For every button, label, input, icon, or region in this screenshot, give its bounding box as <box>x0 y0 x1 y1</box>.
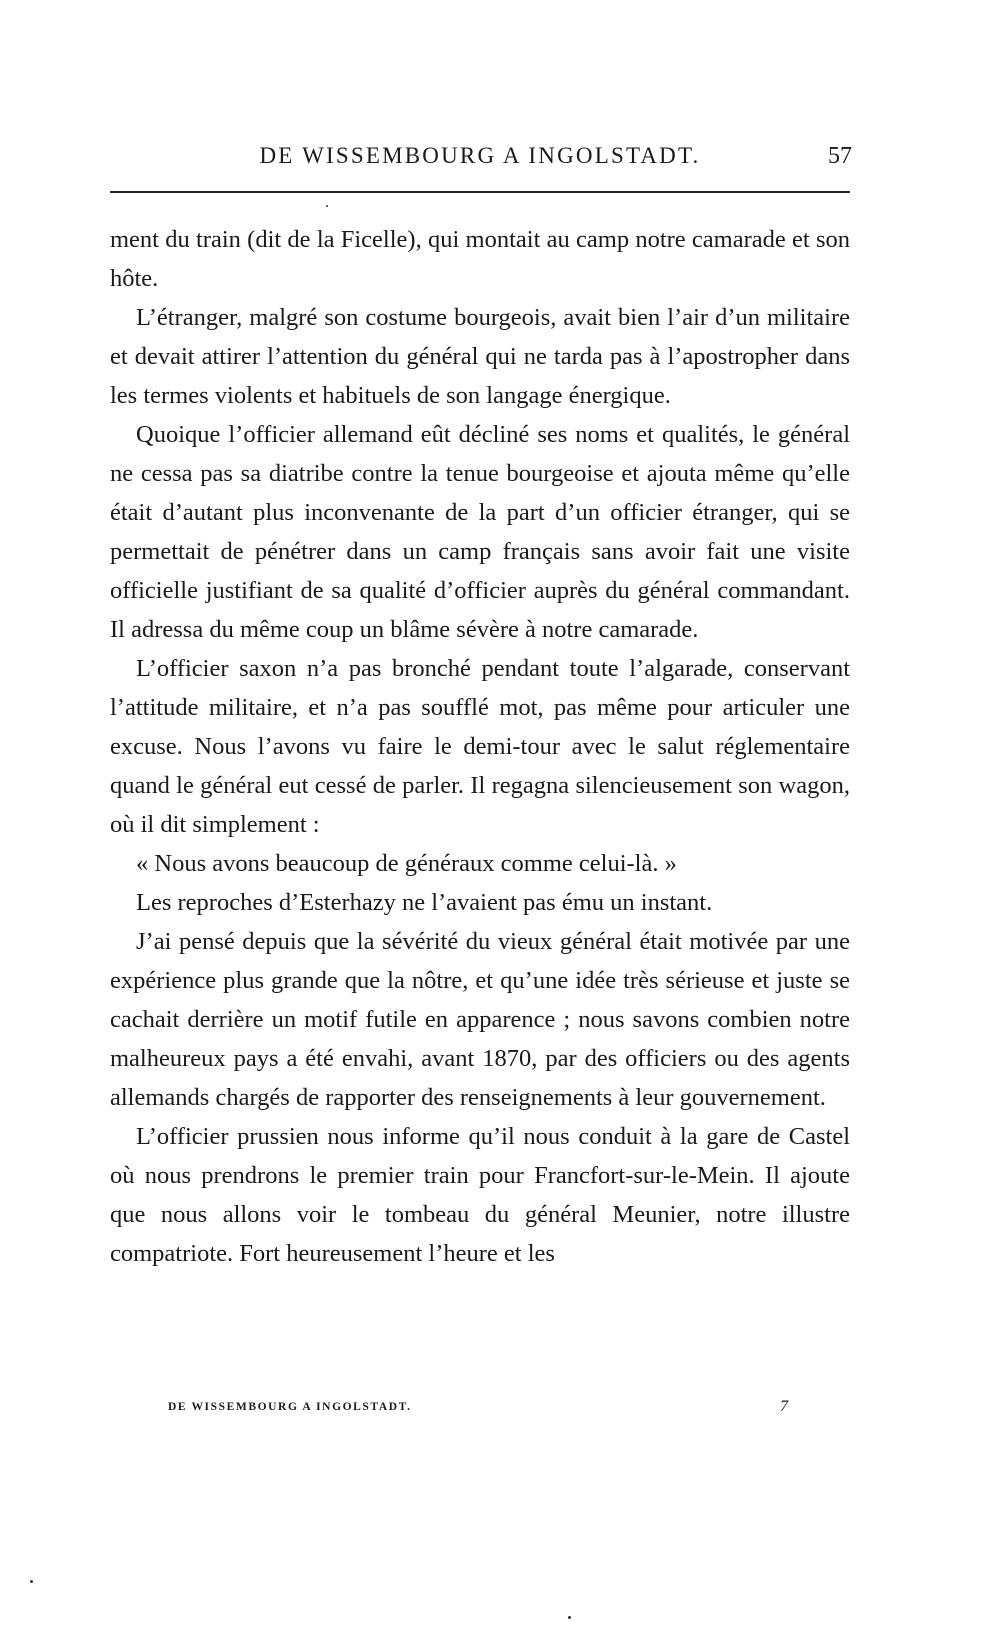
running-head <box>110 138 850 174</box>
paragraph-1: ment du train (dit de la Ficelle), qui montait au camp notre camarade et son hôte. <box>110 226 850 292</box>
paragraph-5-quote: « Nous avons beaucoup de généraux comme celui-là. » <box>136 850 677 877</box>
scan-speck <box>568 1616 571 1619</box>
paragraph-2: L’étranger, malgré son costume bourgeois, avait bien l’air d’un militaire et devait attirer l’attention du général qui ne tarda pas à l’apostropher dans les termes violents et habituels de son langage énergique. <box>110 304 850 409</box>
paragraph-7: J’ai pensé depuis que la sévérité du vieux général était motivée par une expérience plus grande que la nôtre, et qu’une idée très sérieuse et juste se cachait derrière un motif futile en apparence ; nous savons combien notre malheureux pays a été envahi, avant 1870, par des officiers ou des agents allemands chargés de rapporter des renseignements à leur gouvernement. <box>110 928 850 1111</box>
paragraph-3: Quoique l’officier allemand eût décliné ses noms et qualités, le général ne cessa pas sa diatribe contre la tenue bourgeoise et ajouta même qu’elle était d’autant plus inconvenante de la part d’un officier étranger, qui se permettait de pénétrer dans un camp français sans avoir fait une visite officielle justifiant de sa qualité d’officier auprès du général commandant. Il adressa du même coup un blâme sévère à notre camarade. <box>110 421 850 643</box>
scan-speck <box>326 205 328 207</box>
signature-title: DE WISSEMBOURG A INGOLSTADT. <box>168 1401 412 1413</box>
paragraph-4: L’officier saxon n’a pas bronché pendant toute l’algarade, conservant l’attitude militaire, et n’a pas soufflé mot, pas même pour articuler une excuse. Nous l’avons vu faire le demi-tour avec le salut réglementaire quand le général eut cessé de parler. Il regagna silencieusement son wagon, où il dit simplement : <box>110 655 850 838</box>
running-title: DE WISSEMBOURG A INGOLSTADT. <box>259 143 701 168</box>
signature-line <box>168 1395 788 1419</box>
body-text <box>110 220 850 1273</box>
paragraph-6: Les reproches d’Esterhazy ne l’avaient pas ému un instant. <box>136 889 713 916</box>
page-number: 57 <box>828 143 852 169</box>
scan-speck <box>30 1580 33 1583</box>
signature-number: 7 <box>780 1398 788 1415</box>
paragraph-8: L’officier prussien nous informe qu’il nous conduit à la gare de Castel où nous prendrons le premier train pour Francfort-sur-le-Mein. Il ajoute que nous allons voir le tombeau du général Meunier, notre illustre compatriote. Fort heureusement l’heure et les <box>110 1123 850 1267</box>
header-rule <box>110 191 850 193</box>
